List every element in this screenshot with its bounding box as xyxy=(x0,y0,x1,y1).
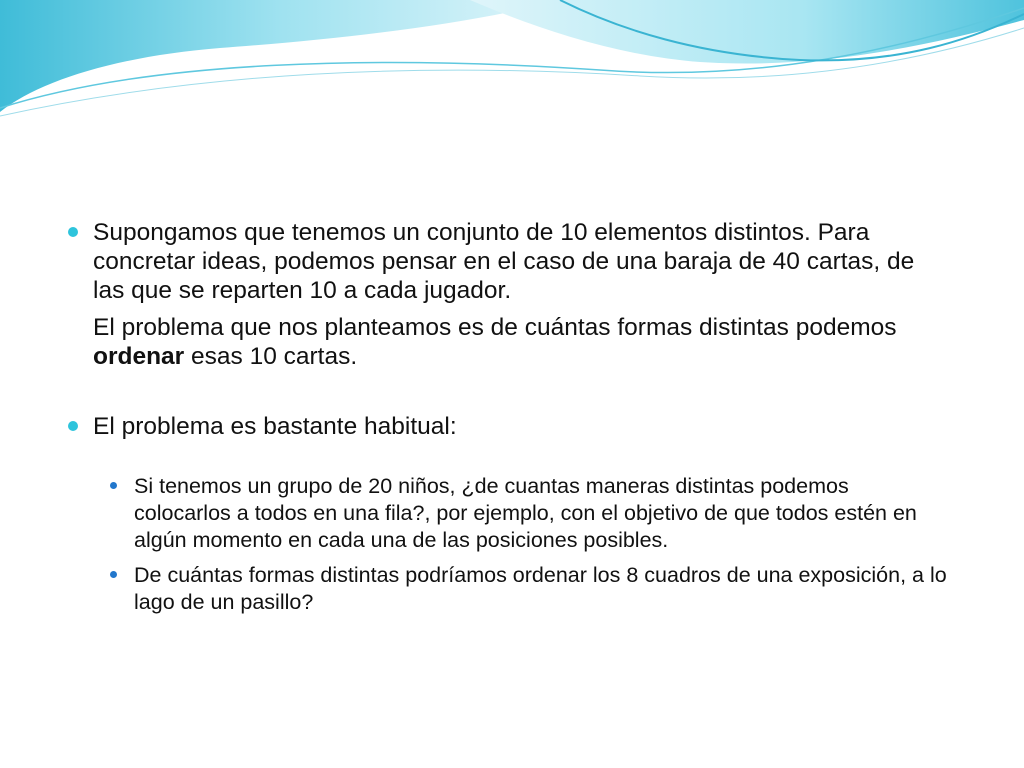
header-wave-decoration xyxy=(0,0,1024,130)
sub-bullet-1: Si tenemos un grupo de 20 niños, ¿de cuantas maneras distintas podemos colocarlos a todos en una fila?, por ejemplo, con el objetivo de que todos estén en algún momento en cada una de las posiciones posibles. xyxy=(134,473,948,554)
bullet-1-paragraph-1: Supongamos que tenemos un conjunto de 10 elementos distintos. Para concretar ideas, podemos pensar en el caso de una baraja de 40 cartas, de las que se reparten 10 a cada jugador. xyxy=(93,219,915,304)
slide-body xyxy=(68,218,948,616)
sub-bullet-2: De cuántas formas distintas podríamos ordenar los 8 cuadros de una exposición, a lo lago de un pasillo? xyxy=(134,562,948,616)
sub-bullet-dot-icon xyxy=(110,482,117,489)
bullet-1-paragraph-2: El problema que nos planteamos es de cuántas formas distintas podemos ordenar esas 10 cartas. xyxy=(93,314,897,370)
emphasis-ordenar: ordenar xyxy=(93,343,185,370)
sub-bullet-dot-icon xyxy=(110,571,117,578)
bullet-dot-icon xyxy=(68,227,78,237)
bullet-1 xyxy=(68,218,948,371)
bullet-dot-icon xyxy=(68,421,78,431)
bullet-2-text: El problema es bastante habitual: xyxy=(93,413,457,440)
bullet-2 xyxy=(68,412,948,441)
sub-bullet-list xyxy=(68,473,948,616)
